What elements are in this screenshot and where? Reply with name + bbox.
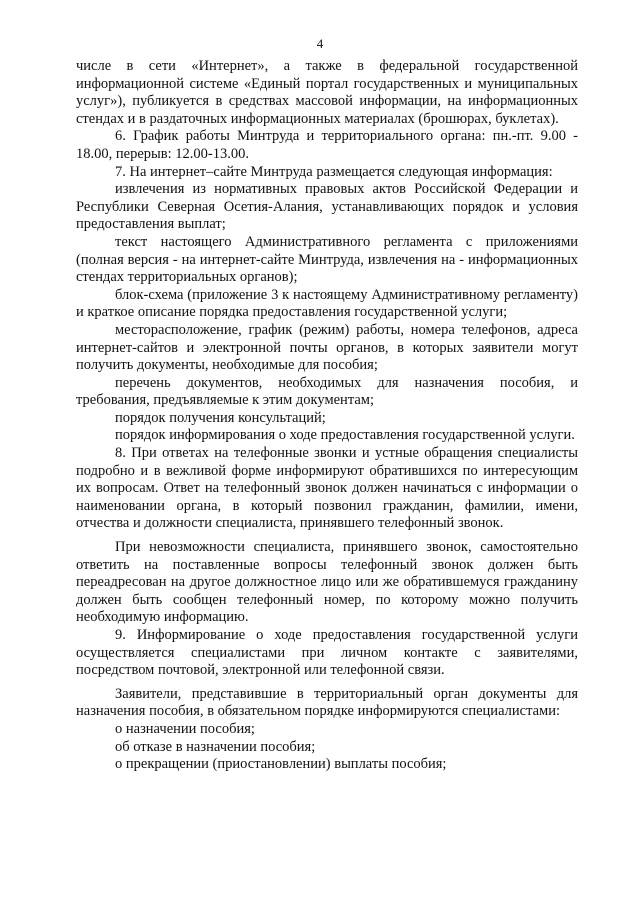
paragraph-item-8-phone-calls: 8. При ответах на телефонные звонки и устные обращения специалисты подробно и в вежливой форме информируют обратившихся по интересующим их вопросам. Ответ на телефонный звонок должен начинаться с информации о наименовании органа, в который позвонил гражданин, фамилии, имени, отчества и должности специалиста, принявшего телефонный звонок. (76, 445, 578, 532)
list-item-legal-extracts: извлечения из нормативных правовых актов Российской Федерации и Республики Северная Осетия-Алания, устанавливающих порядок и условия предоставления выплат; (76, 181, 578, 233)
list-item-suspension: о прекращении (приостановлении) выплаты пособия; (115, 756, 447, 773)
paragraph-item-7-website-info: 7. На интернет–сайте Минтруда размещается следующая информация: (115, 163, 553, 180)
paragraph-continuation: числе в сети «Интернет», а также в федеральной государственной информационной системе «Единый портал государственных и муниципальных услуг»), публикуется в средствах массовой информации, на информационных стендах и в раздаточных информационных материалах (брошюрах, буклетах). (76, 58, 578, 127)
paragraph-applicants: Заявители, представившие в территориальный орган документы для назначения пособия, в обязательном порядке информируются специалистами: (76, 685, 578, 720)
list-item-documents: перечень документов, необходимых для назначения пособия, и требования, предъявляемые к этим документам; (76, 374, 578, 409)
list-item-progress-info: порядок информирования о ходе предоставления государственной услуги. (115, 427, 575, 444)
page-number: 4 (316, 36, 324, 51)
paragraph-item-6-work-schedule: 6. График работы Минтруда и территориального органа: пн.-пт. 9.00 - 18.00, перерыв: 12.00-13.00. (76, 128, 578, 162)
list-item-consultations: порядок получения консультаций; (115, 409, 326, 426)
list-item-assignment: о назначении пособия; (115, 720, 255, 737)
list-item-refusal: об отказе в назначении пособия; (115, 738, 316, 755)
paragraph-redirect: При невозможности специалиста, принявшего звонок, самостоятельно ответить на поставленные вопросы телефонный звонок должен быть переадресован на другое должностное лицо или же обратившемуся гражданину должен быть сообщен телефонный номер, по которому можно получить необходимую информацию. (76, 539, 578, 626)
document-body (76, 58, 578, 774)
list-item-regulation-text: текст настоящего Административного регламента с приложениями (полная версия - на интернет-сайте Минтруда, извлечения на - информационных стендах территориальных органов); (76, 233, 578, 286)
list-item-locations: месторасположение, график (режим) работы, номера телефонов, адреса интернет-сайтов и электронной почты органов, в которых заявители могут получить документы, необходимые для пособия; (76, 321, 578, 374)
list-item-flowchart: блок-схема (приложение 3 к настоящему Административному регламенту) и краткое описание порядка предоставления государственной услуги; (76, 286, 578, 321)
paragraph-item-9-informing: 9. Информирование о ходе предоставления государственной услуги осуществляется специалистами при личном контакте с заявителями, посредством почтовой, электронной или телефонной связи. (76, 627, 578, 679)
